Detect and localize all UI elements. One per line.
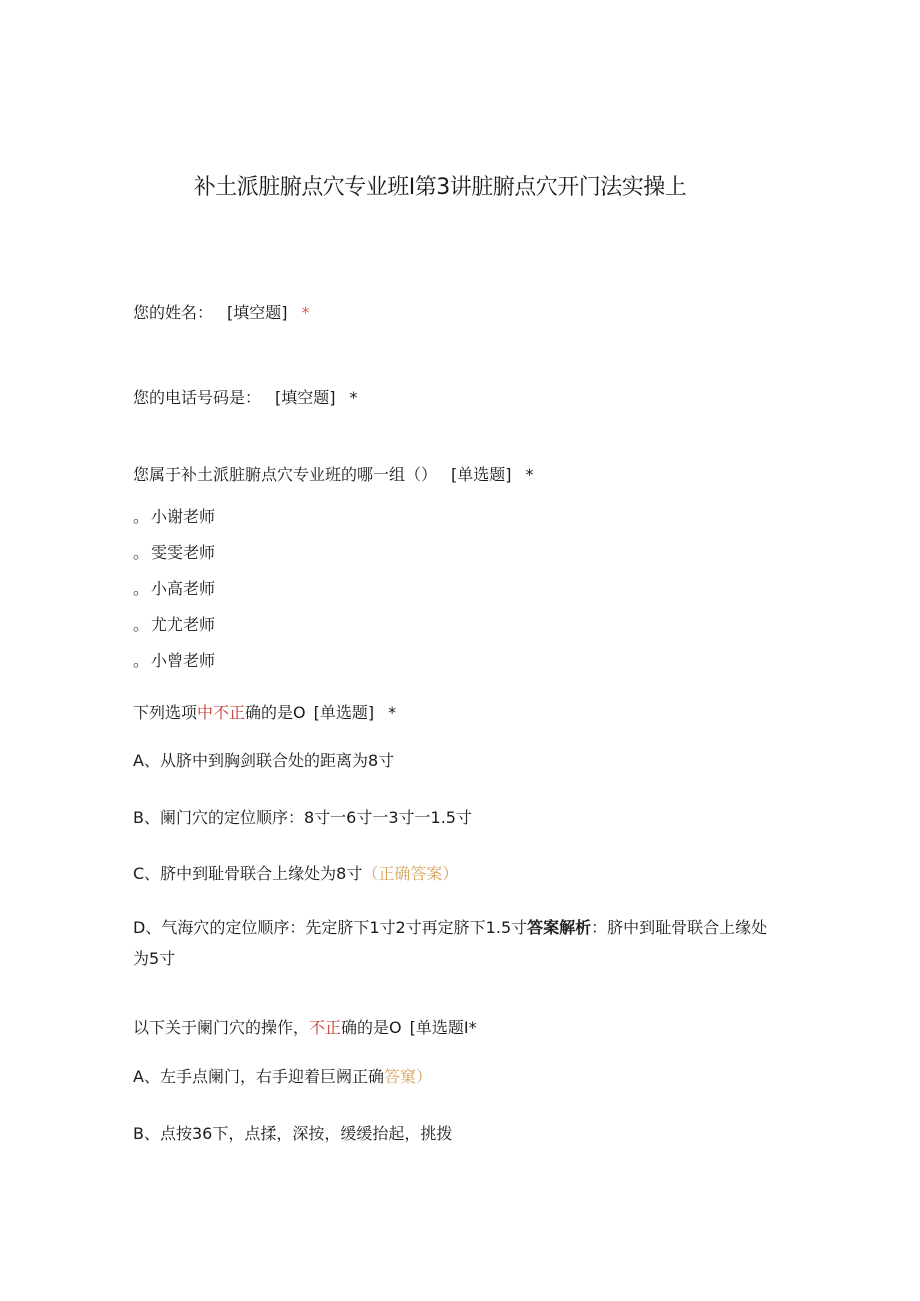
question-group [133, 462, 534, 485]
question-lanmen-operation [133, 1015, 477, 1038]
question-label-end: 确的是O [341, 1018, 402, 1037]
correct-answer-tag: （正确答案） [362, 864, 459, 883]
answer-analysis-label: 答案解析 [527, 918, 592, 937]
page-title: 补土派脏腑点穴专业班I第3讲脏腑点穴开门法实操上 [193, 175, 687, 200]
option-label: 小曾老师 [151, 651, 216, 670]
question-name [133, 300, 310, 323]
option-label: B、阑门穴的定位顺序：8寸一6寸一3寸一1.5寸 [133, 808, 472, 827]
option-b[interactable] [133, 1121, 452, 1144]
option-label: C、脐中到耻骨联合上缘处为8寸 [133, 864, 363, 883]
option-item[interactable] [133, 576, 215, 599]
question-label: 以下关于阑门穴的操作， [133, 1018, 310, 1037]
question-type: [单选题I* [409, 1018, 477, 1037]
question-label: 下列选项 [133, 703, 198, 722]
option-label: 小高老师 [151, 579, 216, 598]
bullet-icon: 。 [133, 615, 150, 634]
option-item[interactable] [133, 504, 215, 527]
option-label: B、点按36下，点揉，深按，缓缓抬起，挑拨 [133, 1124, 453, 1143]
question-label: 您的电话号码是： [133, 388, 262, 407]
option-label: 雯雯老师 [151, 543, 216, 562]
option-a[interactable] [133, 748, 394, 771]
required-star: * [301, 303, 310, 322]
option-item[interactable] [133, 648, 215, 671]
correct-answer-tag: 答窠） [383, 1067, 432, 1086]
bullet-icon: 。 [133, 507, 150, 526]
option-item[interactable] [133, 612, 215, 635]
question-label-end: 确的是O [245, 703, 306, 722]
option-label: A、左手点阑门，右手迎着巨阙正确 [133, 1067, 384, 1086]
question-label: 您的姓名： [133, 303, 214, 322]
question-type: [单选题] [451, 465, 512, 484]
question-type: [单选题] [313, 703, 375, 722]
option-item[interactable] [133, 540, 215, 563]
option-label: D、气海穴的定位顺序：先定脐下1寸2寸再定脐下1.5寸 [133, 918, 528, 937]
bullet-icon: 。 [133, 543, 150, 562]
required-star: * [388, 703, 397, 722]
required-star: * [349, 388, 358, 407]
question-phone [133, 385, 358, 408]
highlight-text: 中不正 [197, 703, 246, 722]
required-star: * [525, 465, 534, 484]
question-label: 您属于补土派脏腑点穴专业班的哪一组（） [133, 465, 438, 484]
answer-analysis-text: ：脐中到耻骨联合上缘处为5寸 [133, 918, 768, 968]
option-c[interactable] [133, 861, 458, 884]
option-d[interactable] [133, 912, 773, 974]
question-type: [填空题] [227, 303, 288, 322]
question-incorrect-option [133, 700, 396, 723]
option-label: A、从脐中到胸剑联合处的距离为8寸 [133, 751, 395, 770]
option-a[interactable] [133, 1064, 432, 1087]
bullet-icon: 。 [133, 579, 150, 598]
option-label: 小谢老师 [151, 507, 216, 526]
option-b[interactable] [133, 805, 472, 828]
bullet-icon: 。 [133, 651, 150, 670]
highlight-text: 不正 [309, 1018, 342, 1037]
question-type: [填空题] [275, 388, 336, 407]
option-label: 尤尤老师 [151, 615, 216, 634]
